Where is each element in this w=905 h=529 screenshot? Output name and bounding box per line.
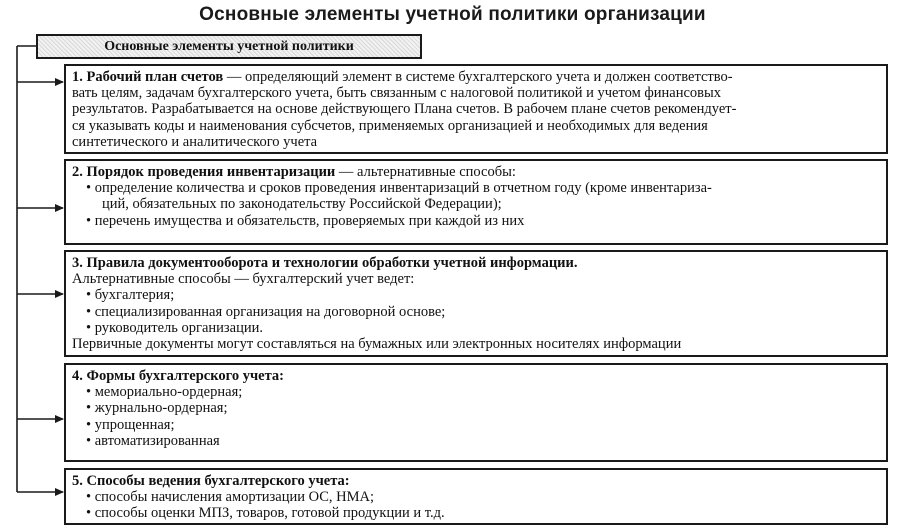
element-box-accounting-methods	[64, 468, 888, 525]
box-heading: 5. Способы ведения бухгалтерского учета:	[72, 473, 350, 489]
bullet-item: • способы оценки МПЗ, товаров, готовой продукции и т.д.	[72, 505, 880, 521]
bullet-item: • определение количества и сроков проведения инвентаризаций в отчетном году (кроме инвентариза-	[72, 180, 880, 196]
box-heading: 4. Формы бухгалтерского учета:	[72, 368, 284, 384]
bullet-item: • руководитель организации.	[72, 320, 880, 336]
bullet-item: • бухгалтерия;	[72, 287, 880, 303]
box-first-line	[72, 164, 880, 180]
box-text-line: синтетического и аналитического учета	[72, 133, 318, 150]
box-first-line	[72, 69, 880, 85]
box-text-line: вать целям, задачам бухгалтерского учета, быть связанным с налоговой политикой и учетом финансовых	[72, 85, 722, 102]
bullet-item: • автоматизированная	[72, 433, 880, 449]
box-heading: 2. Порядок проведения инвентаризации	[72, 164, 336, 180]
element-box-accounting-forms	[64, 363, 888, 462]
bullet-item: • способы начисления амортизации ОС, НМА;	[72, 489, 880, 505]
element-box-work-chart-of-accounts	[64, 64, 888, 154]
box-text-line: результатов. Разрабатывается на основе действующего Плана счетов. В рабочем плане счетов рекомендует-	[72, 101, 737, 118]
header-box: Основные элементы учетной политики	[36, 34, 422, 59]
bullet-continuation: ций, обязательных по законодательству Российской Федерации);	[102, 196, 502, 213]
box-intro: — определяющий элемент в системе бухгалтерского учета и должен соответство-	[223, 69, 733, 85]
box-heading: 3. Правила документооборота и технологии обработки учетной информации.	[72, 255, 578, 271]
bullet-item: • мемориально-ордерная;	[72, 384, 880, 400]
page-title: Основные элементы учетной политики организации	[199, 4, 706, 25]
box-text-line: Альтернативные способы — бухгалтерский учет ведет:	[72, 271, 415, 288]
box-heading: 1. Рабочий план счетов	[72, 69, 224, 85]
element-box-document-flow	[64, 250, 888, 357]
box-text-line: ся указывать коды и наименования субсчетов, применяемых организацией и необходимых для ведения	[72, 117, 708, 134]
bullet-item: • журнально-ордерная;	[72, 400, 880, 416]
box-text-line: Первичные документы могут составляться на бумажных или электронных носителях информации	[72, 336, 682, 353]
bullet-item: • перечень имущества и обязательств, проверяемых при каждой из них	[72, 213, 880, 229]
bullet-item: • упрощенная;	[72, 417, 880, 433]
bullet-item: • специализированная организация на договорной основе;	[72, 304, 880, 320]
element-box-inventory-procedure	[64, 159, 888, 245]
box-intro: — альтернативные способы:	[335, 164, 516, 180]
